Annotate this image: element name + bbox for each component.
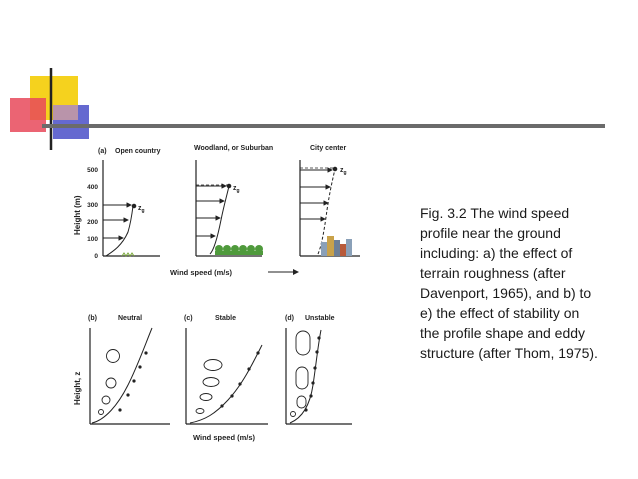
panel-c-letter: (c) bbox=[184, 315, 193, 322]
tick-100: 100 bbox=[87, 236, 98, 243]
top-y-axis-label: Height (m) bbox=[73, 195, 82, 235]
stable-points bbox=[220, 351, 259, 407]
top-x-axis-label: Wind speed (m/s) bbox=[170, 268, 233, 277]
tick-500: 500 bbox=[87, 167, 98, 174]
title-city-center: City center bbox=[310, 145, 347, 152]
neutral-panel bbox=[90, 328, 170, 424]
bottom-y-axis-label: Height, z bbox=[73, 371, 82, 405]
panel-b-letter: (b) bbox=[88, 315, 97, 322]
unstable-panel bbox=[286, 328, 352, 424]
title-open-country: Open country bbox=[115, 148, 161, 155]
panel-a-letter: (a) bbox=[98, 148, 107, 155]
bottom-x-axis-label: Wind speed (m/s) bbox=[193, 433, 256, 442]
title-stable: Stable bbox=[215, 315, 237, 322]
tick-200: 200 bbox=[87, 219, 98, 226]
zg-label-city: $z_g$ bbox=[340, 167, 347, 176]
tick-0: 0 bbox=[94, 253, 98, 260]
neutral-points bbox=[118, 351, 147, 411]
figure-caption: Fig. 3.2 The wind speed profile near the ground including: a) the effect of terrain roughness (after Davenport, 1965), and b) to e) the effect of stability on the profile shape and eddy structure (after Thom, 1975). bbox=[420, 205, 598, 361]
title-neutral: Neutral bbox=[118, 315, 143, 322]
title-woodland: Woodland, or Suburban bbox=[194, 145, 274, 152]
tick-400: 400 bbox=[87, 184, 98, 191]
title-unstable: Unstable bbox=[305, 315, 335, 322]
stable-panel bbox=[186, 328, 268, 424]
tick-300: 300 bbox=[87, 202, 98, 209]
zg-label-woodland: $z_g$ bbox=[233, 185, 240, 194]
panel-d-letter: (d) bbox=[285, 315, 294, 322]
zg-label-open: $z_g$ bbox=[138, 205, 145, 214]
